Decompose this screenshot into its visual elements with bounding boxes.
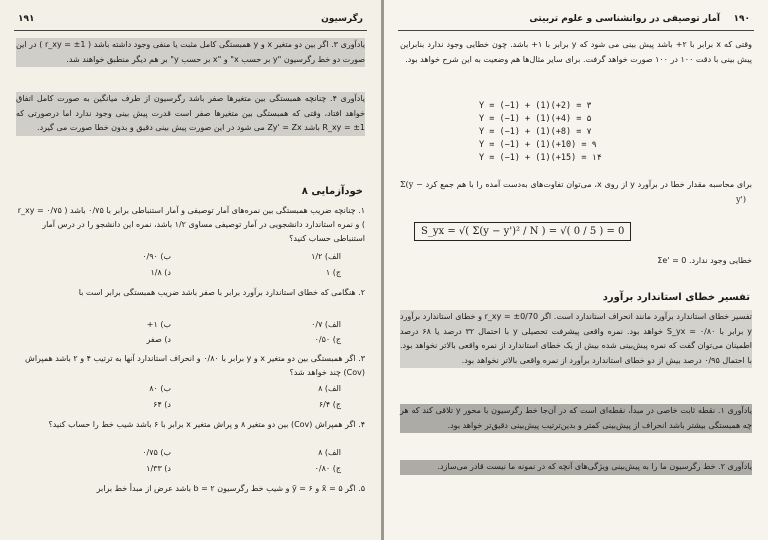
question-4: ۴. اگر همپراش (Cov) بین دو متغیر ۸ و پراش متغیر x برابر با ۶ باشد شیب خط را حساب کنید؟ xyxy=(48,420,365,429)
q2-option-b: ب) ۱+ xyxy=(146,320,171,329)
q1-option-a: الف) ۱/۲ xyxy=(311,252,341,261)
q2-options-2 xyxy=(91,335,341,344)
standard-error-formula xyxy=(414,222,631,241)
q4-option-b: ب) ۰/۷۵ xyxy=(142,448,171,457)
q4-option-d: د) ۱/۳۳ xyxy=(146,464,171,473)
section-title-self-test: خودآزمایی ۸ xyxy=(301,186,363,197)
left-running-head xyxy=(321,14,363,24)
sum-paragraph xyxy=(400,178,752,207)
right-page xyxy=(384,0,768,540)
equation-3: Y = (−1) + (1)(+8) = ۷ xyxy=(479,127,592,137)
q4-option-a: الف) ۸ xyxy=(318,448,341,457)
q3-option-d: د) ۶۴ xyxy=(153,400,171,409)
q3-option-a: الف) ۸ xyxy=(318,384,341,393)
q2-options xyxy=(91,320,341,329)
q3-options-2 xyxy=(91,400,341,409)
equation-1: Y = (−1) + (1)(+2) = ۳ xyxy=(479,101,592,111)
left-page xyxy=(0,0,381,540)
q2-option-a: الف) ۰/۷ xyxy=(311,320,341,329)
right-running-head: آمار توصیفی در روانشناسی و علوم تربیتی xyxy=(529,14,720,24)
intro-paragraph: وقتی که x برابر با ۲+ باشد پیش بینی می شود که y برابر با ۱+ باشد. چون خطایی وجود ندارد بنابراین پیش بینی با دقت ۱۰۰ در ۱۰۰ صورت خواهد گرفت. برای سایر مثال‌ها هم وضعیت به این شرح خواهد بود. xyxy=(400,40,752,64)
no-error-line: خطایی وجود ندارد. Σe' = 0 xyxy=(657,256,752,265)
equation-5: Y = (−1) + (1)(+15) = ۱۴ xyxy=(479,153,602,163)
left-page-number: ۱۹۱ xyxy=(18,14,35,24)
q1-option-d: د) ۱/۸ xyxy=(150,268,171,277)
question-3: ۳. اگر همبستگی بین دو متغیر x و y برابر با ۰/۸۰ و انحراف استاندارد آنها به ترتیب ۴ و ۲ باشد همپراش (Cov) چند خواهد شد؟ xyxy=(25,354,365,377)
section-title-interpretation: تفسیر خطای استاندارد برآورد xyxy=(602,292,750,303)
question-2: ۲. هنگامی که خطای استاندارد برآورد برابر با صفر باشد ضریب همبستگی برابر است با xyxy=(78,288,365,297)
q4-options-2 xyxy=(91,464,341,473)
memo-4: یادآوری ۴. چنانچه همبستگی بین متغیرها صفر باشد رگرسیون از طرف میانگین به صورت کامل اتفاق خواهد افتاد، وقتی که همبستگی بین متغیرها صفر است قدرت پیش بینی وجود ندارد اما درصورتی که R_xy = ±1 باشد Zy' = Zx می شود در این صورت پیش بینی دقیق و بدون خطا صورت می گیرد. xyxy=(16,92,365,136)
q4-option-c: ج) ۰/۸۰ xyxy=(314,464,341,473)
memo-2: یادآوری ۲. خط رگرسیون ما را به پیش‌بینی ویژگی‌های آنچه که در نمونه ما نیست قادر می‌سازد. xyxy=(400,460,752,475)
q2-option-c: ج) ۰/۵۰ xyxy=(314,335,341,344)
left-header-rule xyxy=(14,30,367,31)
equation-list xyxy=(479,100,602,165)
q3-option-c: ج) ۶/۴ xyxy=(318,400,341,409)
interpretation-paragraph: تفسیر خطای استاندارد برآورد مانند انحراف استاندارد است. اگر r_xy = ±0/70 و خطای استاندارد برآورد y برابر با ۰/۸۰ = S_yx خواهد بود. نمره واقعی پیشرفت تحصیلی y با احتمال ۳۲ درصد یا ۶۸ درصد اطمینان می‌توان گفت که نمره پیش‌بینی شده بیش از یک خطای استاندارد از نمره واقعی بالاتر نخواهد بود. با احتمال ۰/۹۵ درصد بیش از دو خطای استاندارد برآورد از نمره واقعی بالاتر نخواهد بود. xyxy=(400,310,752,368)
sum-text: برای محاسبه مقدار خطا در برآورد y از روی x، می‌توان تفاوت‌های به‌دست آمده را با هم جمع کرد xyxy=(425,180,753,189)
se-formula-text: S_yx = √( Σ(y − y')² / N ) = √( 0 / 5 ) = 0 xyxy=(414,222,631,241)
right-header-rule xyxy=(398,30,754,31)
q4-options xyxy=(91,448,341,457)
sum-formula: Σ(y − y') xyxy=(400,180,746,204)
right-page-number: ۱۹۰ xyxy=(733,14,750,24)
q3-option-b: ب) ۸۰ xyxy=(149,384,171,393)
left-running-head-title: رگرسیون xyxy=(321,14,363,24)
q1-options-2 xyxy=(91,268,341,277)
question-1: ۱. چنانچه ضریب همبستگی بین نمره‌های آمار توصیفی و آمار استنباطی برابر با ۰/۷۵ باشد ( r_xy = ۰/۷۵ ) و نمره استاندارد دانشجویی در آمار توصیفی مساوی ۱/۲ باشد، نمره این دانشجو را در درس آمار استنباطی حساب کنید؟ xyxy=(17,206,365,243)
memo-3: یادآوری ۳. اگر بین دو متغیر x و y همبستگی کامل مثبت یا منفی وجود داشته باشد ( r_xy = ±1 ) در این صورت دو خط رگرسیون "y بر حسب x" و "x بر حسب y" بر هم دیگر منطبق خواهند شد. xyxy=(16,38,365,67)
equation-2: Y = (−1) + (1)(+4) = ۵ xyxy=(479,114,592,124)
q2-option-d: د) صفر xyxy=(146,335,171,344)
equation-4: Y = (−1) + (1)(+10) = ۹ xyxy=(479,140,597,150)
q1-option-c: ج) ۱ xyxy=(325,268,341,277)
q1-option-b: ب) ۰/۹۰ xyxy=(142,252,171,261)
q1-options xyxy=(91,252,341,261)
question-5: ۵. اگر ۵ = x̄ و ۶ = ȳ و شیب خط رگرسیون b = ۲ باشد عرض از مبدأ خط برابر xyxy=(96,484,365,493)
q3-options xyxy=(91,384,341,393)
memo-1: یادآوری ۱. نقطه ثابت خاصی در مبدأ، نقطه‌ای است که در آن‌جا خط رگرسیون با محور y تلاقی کند که هر چه همبستگی بیشتر باشد انحراف از پیش‌بینی کمتر و بدین‌ترتیب پیش‌بینی دقیق‌تر خواهد بود. xyxy=(400,404,752,433)
